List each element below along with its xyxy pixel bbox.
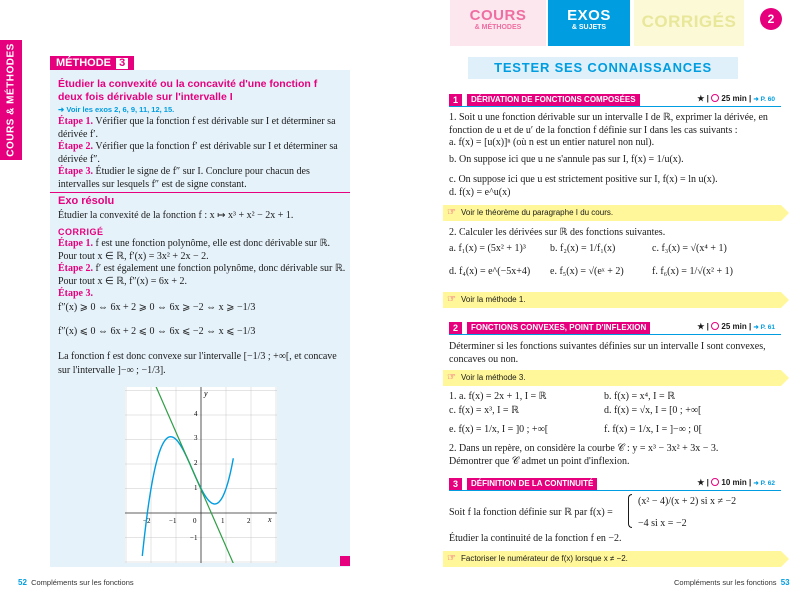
ex1-e2: e. f₅(x) = √(eˣ + 2) [550,266,624,277]
side-tab-label: COURS & MÉTHODES [5,43,17,157]
exo-statement: Étudier la convexité de la fonction f : x ↦ x³ + x² − 2x + 1. [58,210,294,221]
methode-step: Étape 1. Vérifier que la fonction f est dérivable sur I et déterminer sa dérivée f′. [58,116,336,140]
ex1-d2: d. f₄(x) = e^(−5x+4) [449,266,531,277]
piecewise-brace [628,494,632,528]
y-tick-label: 2 [194,459,198,467]
methode-ref-link[interactable]: ➜ Voir les exos 2, 6, 9, 11, 12, 15. [58,105,175,114]
ex2-c: c. f(x) = x³, I = ℝ [449,405,519,416]
tab-cours-sub: & MÉTHODES [474,24,522,31]
ex3-intro: Soit f la fonction définie sur ℝ par f(x) = [449,507,613,518]
inequality-1: f″(x) ⩾ 0 ⇔ 6x + 2 ⩾ 0 ⇔ 6x ⩾ −2 ⇔ x ⩾ −1/3 [58,302,256,313]
y-tick-label: 4 [194,410,198,418]
x-tick-label: −1 [169,517,177,525]
methode-header [50,56,134,70]
exercise-3-header[interactable] [449,477,781,491]
y-tick-label: 1 [194,484,198,492]
exercise-meta: ★ | 25 min | ➜ P. 61 [697,322,775,331]
methode-title: Étudier la convexité ou la concavité d'une fonction f deux fois dérivable sur l'intervalle I [58,78,318,103]
chapter-badge: 2 [760,8,782,30]
exercise-meta: ★ | 25 min | ➜ P. 60 [697,94,775,103]
tab-exos-label: EXOS [567,7,611,24]
methode-label: MÉTHODE [56,57,111,69]
ex2-q2b: Démontrer que 𝒞 admet un point d'inflexion. [449,456,630,467]
function-graph [125,387,277,563]
y-axis-label: y [204,389,208,398]
ex2-q2: 2. Dans un repère, on considère la courbe 𝒞 : y = x³ − 3x² + 3x − 3. [449,443,719,454]
y-tick-label: 3 [194,434,198,442]
hint-ex3[interactable]: ☞ Factoriser le numérateur de f(x) lorsque x ≠ −2. [443,551,781,567]
y-tick-label: −1 [190,534,198,542]
ex1-c2: c. f₃(x) = √(x⁴ + 1) [652,243,727,254]
hint-ex1-2[interactable]: ☞ Voir la méthode 1. [443,292,781,308]
solution-conclusion: La fonction f est donc convexe sur l'intervalle [−1/3 ; +∞[, et concave sur l'intervalle ]−∞ ; −1/3]. [58,351,337,376]
tab-corriges[interactable] [634,0,744,46]
tab-exos-sub: & SUJETS [571,24,607,31]
clock-icon [711,94,719,102]
ex2-b: b. f(x) = x⁴, I = ℝ [604,391,676,402]
ex2-e: e. f(x) = 1/x, I = ]0 ; +∞[ [449,424,549,435]
exercise-number: 3 [449,478,462,490]
ex2-d: d. f(x) = √x, I = [0 ; +∞[ [604,405,702,416]
tab-exos[interactable] [548,0,630,46]
x-tick-label: 1 [221,517,225,525]
ex1-b2: b. f₂(x) = 1/f₁(x) [550,243,616,254]
pointing-hand-icon: ☞ [447,553,456,564]
solution-step-1: Étape 1. f est une fonction polynôme, elle est donc dérivable sur ℝ. Pour tout x ∈ ℝ, f′(x) = 3x² + 2x − 2. Étape 2. f′ est également une fonction polynôme, donc dérivable sur ℝ. Pour tout x ∈ ℝ, f″(x) = 6x + 2. Étape 3. [58,238,346,299]
ex3-case1: (x² − 4)/(x + 2) si x ≠ −2 [638,496,737,507]
exercise-title: DÉRIVATION DE FONCTIONS COMPOSÉES [467,94,640,106]
clock-icon [711,478,719,486]
ex1-f2: f. f₆(x) = 1/√(x² + 1) [652,266,734,277]
tab-cours[interactable] [450,0,546,46]
x-axis-label: x [268,515,272,524]
ex1-a2: a. f₁(x) = (5x² + 1)³ [449,243,526,254]
ex3-case2: −4 si x = −2 [638,518,687,529]
exercise-meta: ★ | 10 min | ➜ P. 62 [697,478,775,487]
exo-resolu-title: Exo résolu [58,195,115,207]
ex1-a: a. f(x) = [u(x)]ⁿ (où n est un entier naturel non nul). [449,137,655,148]
x-tick-label: 2 [247,517,251,525]
pointing-hand-icon: ☞ [447,372,456,383]
pointing-hand-icon: ☞ [447,294,456,305]
ex2-q: Déterminer si les fonctions suivantes définies sur un intervalle I sont convexes, concaves ou non. [449,341,766,365]
exercise-title: FONCTIONS CONVEXES, POINT D'INFLEXION [467,322,650,334]
ex3-q: Étudier la continuité de la fonction f en −2. [449,533,622,544]
methode-number: 3 [116,58,128,69]
inequality-2: f″(x) ⩽ 0 ⇔ 6x + 2 ⩽ 0 ⇔ 6x ⩽ −2 ⇔ x ⩽ −1/3 [58,326,256,337]
tab-corriges-label: CORRIGÉS [641,12,737,31]
ex2-a: 1. a. f(x) = 2x + 1, I = ℝ [449,391,547,402]
methode-steps [58,116,346,191]
tester-banner: TESTER SES CONNAISSANCES [468,57,738,79]
side-tab[interactable] [0,40,22,160]
ex2-f: f. f(x) = 1/x, I = ]−∞ ; 0[ [604,424,702,435]
footer-right: Compléments sur les fonctions 53 [674,578,790,587]
page-marker [340,556,350,566]
exercise-title: DÉFINITION DE LA CONTINUITÉ [467,478,597,490]
footer-left: 52 Compléments sur les fonctions [18,578,134,587]
ex1-d: d. f(x) = e^u(x) [449,187,511,198]
hint-ex2[interactable]: ☞ Voir la méthode 3. [443,370,781,386]
methode-step: Étape 3. Étudier le signe de f″ sur I. Conclure pour chacun des intervalles sur lesquels f″ est de signe constant. [58,166,310,190]
exercise-number: 1 [449,94,462,106]
x-tick-label: −2 [143,517,151,525]
hint-ex1-1[interactable]: ☞ Voir le théorème du paragraphe I du cours. [443,205,781,221]
exercise-2-header[interactable] [449,321,781,335]
x-tick-label: 0 [193,517,197,525]
methode-step: Étape 2. Vérifier que la fonction f′ est dérivable sur I et déterminer sa dérivée f″. [58,141,338,165]
tab-cours-label: COURS [469,7,527,24]
clock-icon [711,322,719,330]
exercise-1-header[interactable] [449,93,781,107]
corrige-label: CORRIGÉ [58,227,104,237]
ex1-q1: 1. Soit u une fonction dérivable sur un intervalle I de ℝ, exprimer la dérivée, en fonction de u et de u′ de la fonction f définie sur I dans les cas suivants : [449,112,768,136]
exo-resolu-header [50,192,350,208]
curve-cf [142,437,233,556]
ex1-c: c. On suppose ici que u est strictement positive sur I, f(x) = ln u(x). [449,174,718,185]
ex1-q2: 2. Calculer les dérivées sur ℝ des fonctions suivantes. [449,227,666,238]
pointing-hand-icon: ☞ [447,207,456,218]
ex1-b: b. On suppose ici que u ne s'annule pas sur I, f(x) = 1/u(x). [449,154,684,165]
exercise-number: 2 [449,322,462,334]
